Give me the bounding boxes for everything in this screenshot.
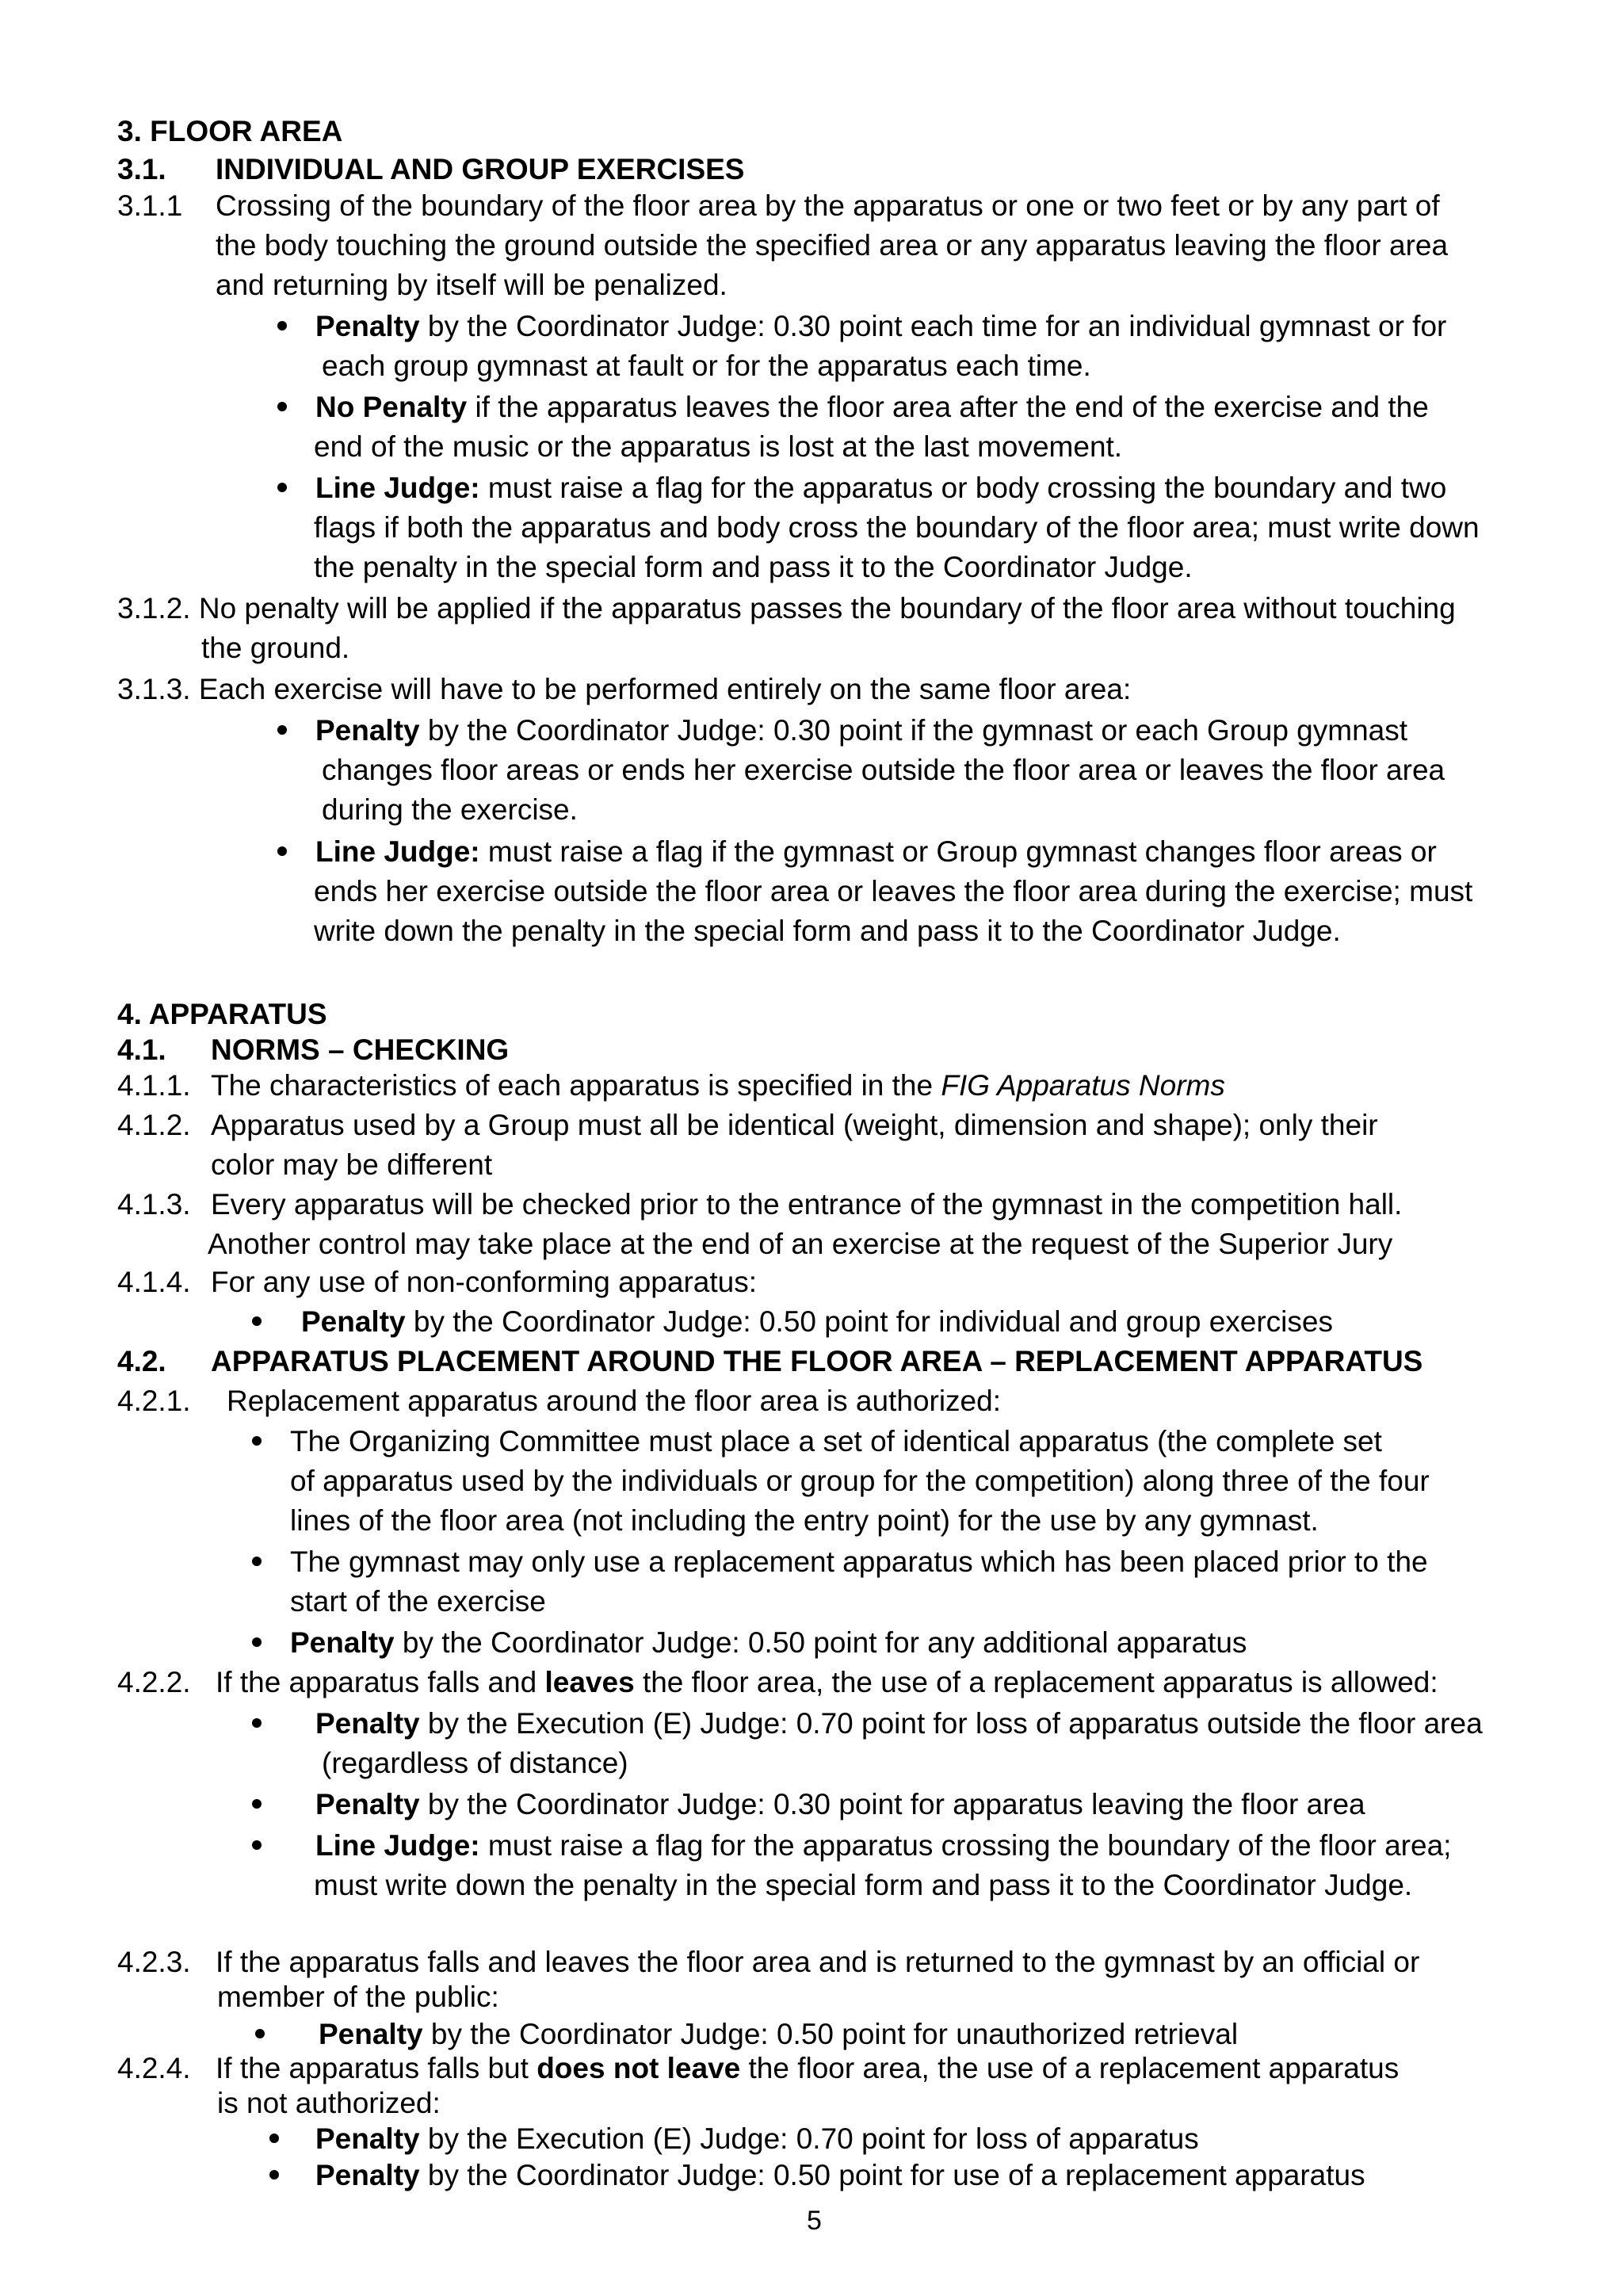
bullet-icon [269,2134,279,2143]
bullet-text [315,835,1437,869]
bullet-label: Penalty [301,1305,406,1338]
clause-4-2-3-number: 4.2.3. [117,1946,191,1978]
clause-3-1-1-line: the body touching the ground outside the specified area or any apparatus leaving the floor area [216,229,1449,262]
clause-3-1-1-number: 3.1.1 [117,189,183,222]
bullet-body: by the Coordinator Judge: 0.30 point if the gymnast or each Group gymnast [419,714,1408,747]
bullet-body: by the Coordinator Judge: 0.50 point for unauthorized retrieval [422,2018,1239,2050]
clause-4-1-4-number: 4.1.4. [117,1266,191,1298]
bullet-text-continued: during the exercise. [322,793,578,826]
bullet-icon [252,1436,262,1446]
clause-text: If the apparatus falls and [216,1666,545,1698]
bullet-icon [252,1316,262,1326]
bullet-label: Penalty [315,1788,420,1820]
bullet-icon [252,1557,262,1566]
bullet-text-continued: of apparatus used by the individuals or group for the competition) along three of the four [290,1465,1430,1497]
bullet-icon [269,2170,279,2179]
bullet-text-continued: write down the penalty in the special form and pass it to the Coordinator Judge. [314,915,1341,947]
bullet-text [290,1626,1247,1660]
clause-4-1-2-number: 4.1.2. [117,1109,191,1141]
clause-4-1-3-number: 4.1.3. [117,1188,191,1221]
bullet-label: Penalty [290,1626,395,1659]
fig-apparatus-norms-reference: FIG Apparatus Norms [941,1069,1225,1102]
clause-4-2-4-number: 4.2.4. [117,2052,191,2084]
bullet-label: No Penalty [315,391,468,423]
bullet-text: The gymnast may only use a replacement apparatus which has been placed prior to the [290,1545,1428,1578]
bullet-label: Penalty [315,1707,420,1740]
clause-text: If the apparatus falls but [216,2052,537,2084]
bullet-body: by the Coordinator Judge: 0.50 point for individual and group exercises [405,1305,1333,1338]
bullet-text-continued: ends her exercise outside the floor area or leaves the floor area during the exercise; must [314,875,1473,907]
bullet-icon [252,1840,262,1850]
section-4-2-title: APPARATUS PLACEMENT AROUND THE FLOOR AREA – REPLACEMENT APPARATUS [211,1345,1423,1377]
clause-4-2-2-number: 4.2.2. [117,1666,191,1698]
bullet-text-continued: (regardless of distance) [322,1747,628,1779]
bullet-text [315,309,1446,344]
clause-3-1-2-line: the ground. [201,632,350,664]
clause-text: the floor area, the use of a replacement apparatus [740,2052,1400,2084]
bullet-text-continued: must write down the penalty in the special form and pass it to the Coordinator Judge. [314,1869,1413,1901]
clause-emphasis: does not leave [537,2052,741,2084]
bullet-label: Line Judge: [315,1829,480,1862]
bullet-icon [277,321,287,330]
bullet-text-continued: end of the music or the apparatus is lost at the last movement. [314,430,1123,463]
clause-emphasis: leaves [544,1666,635,1698]
bullet-text [315,1706,1483,1741]
clause-4-1-2-line: color may be different [211,1148,493,1181]
bullet-text [315,1787,1365,1822]
clause-4-1-3-line: Another control may take place at the end of an exercise at the request of the Superior Jury [208,1228,1393,1260]
bullet-body: by the Coordinator Judge: 0.30 point each time for an individual gymnast or for [419,310,1447,342]
bullet-text-continued: the penalty in the special form and pass it to the Coordinator Judge. [314,551,1193,583]
bullet-text [315,2122,1199,2157]
bullet-icon [252,1799,262,1809]
bullet-label: Penalty [315,310,420,342]
clause-4-2-3-line: member of the public: [217,1981,499,2013]
bullet-text [319,2017,1238,2052]
clause-4-2-3-line: If the apparatus falls and leaves the floor area and is returned to the gymnast by an official or [216,1946,1420,1978]
bullet-icon [255,2029,265,2038]
bullet-body: by the Coordinator Judge: 0.50 point for any additional apparatus [394,1626,1247,1659]
clause-4-2-4-line: is not authorized: [217,2087,441,2119]
bullet-icon [277,402,287,411]
bullet-text-continued: lines of the floor area (not including the entry point) for the use by any gymnast. [290,1504,1319,1537]
clause-3-1-1-line: and returning by itself will be penalized. [216,269,727,301]
bullet-text-continued: start of the exercise [290,1585,546,1618]
bullet-text [315,1828,1451,1863]
section-4-heading: 4. APPARATUS [117,998,327,1030]
section-3-heading: 3. FLOOR AREA [117,115,343,147]
bullet-body: must raise a flag for the apparatus or body crossing the boundary and two [479,472,1447,504]
clause-4-1-2-line: Apparatus used by a Group must all be identical (weight, dimension and shape); only their [211,1109,1378,1141]
bullet-text [315,2158,1365,2193]
section-3-1-number: 3.1. [117,153,166,185]
clause-4-1-3-line: Every apparatus will be checked prior to the entrance of the gymnast in the competition hall. [211,1188,1403,1221]
section-4-1-title: NORMS – CHECKING [211,1033,510,1066]
bullet-body: by the Coordinator Judge: 0.30 point for apparatus leaving the floor area [419,1788,1365,1820]
clause-3-1-3-line: 3.1.3. Each exercise will have to be performed entirely on the same floor area: [117,673,1132,705]
bullet-body: by the Execution (E) Judge: 0.70 point for loss of apparatus outside the floor area [419,1707,1483,1740]
bullet-body: must raise a flag if the gymnast or Group gymnast changes floor areas or [479,835,1437,868]
bullet-text [315,471,1446,506]
bullet-icon [277,483,287,492]
bullet-label: Line Judge: [315,835,480,868]
bullet-text [315,390,1429,425]
bullet-icon [252,1637,262,1647]
clause-4-2-2-line [216,1665,1438,1700]
bullet-text-continued: changes floor areas or ends her exercise outside the floor area or leaves the floor area [322,754,1445,786]
clause-4-2-4-line [216,2051,1399,2086]
bullet-text-continued: flags if both the apparatus and body cross the boundary of the floor area; must write down [314,511,1480,544]
bullet-icon [252,1718,262,1728]
clause-4-1-1-text [211,1068,1225,1103]
bullet-label: Line Judge: [315,472,480,504]
bullet-body: must raise a flag for the apparatus crossing the boundary of the floor area; [479,1829,1452,1862]
bullet-body: by the Coordinator Judge: 0.50 point for use of a replacement apparatus [419,2159,1365,2191]
bullet-text: The Organizing Committee must place a set of identical apparatus (the complete set [290,1425,1382,1457]
bullet-label: Penalty [315,2159,420,2191]
bullet-label: Penalty [315,714,420,747]
bullet-text-continued: each group gymnast at fault or for the apparatus each time. [322,350,1091,382]
bullet-icon [277,846,287,856]
bullet-text [315,713,1407,748]
section-4-2-number: 4.2. [117,1345,166,1377]
clause-text: the floor area, the use of a replacement apparatus is allowed: [634,1666,1438,1698]
clause-3-1-2-line: 3.1.2. No penalty will be applied if the apparatus passes the boundary of the floor area without touching [117,592,1456,625]
clause-4-1-1-number: 4.1.1. [117,1069,191,1102]
bullet-label: Penalty [315,2122,420,2155]
clause-4-1-4-line: For any use of non-conforming apparatus: [211,1266,757,1298]
bullet-text [301,1305,1333,1339]
clause-text: The characteristics of each apparatus is specified in the [211,1069,941,1102]
bullet-body: by the Execution (E) Judge: 0.70 point for loss of apparatus [419,2122,1199,2155]
bullet-icon [277,725,287,735]
page-number: 5 [807,2206,822,2236]
clause-4-2-1-line: Replacement apparatus around the floor area is authorized: [227,1385,1001,1417]
bullet-body: if the apparatus leaves the floor area after the end of the exercise and the [467,391,1429,423]
section-3-1-title: INDIVIDUAL AND GROUP EXERCISES [216,153,745,185]
clause-3-1-1-line: Crossing of the boundary of the floor area by the apparatus or one or two feet or by any part of [216,189,1440,222]
bullet-label: Penalty [319,2018,423,2050]
clause-4-2-1-number: 4.2.1. [117,1385,191,1417]
section-4-1-number: 4.1. [117,1033,166,1066]
